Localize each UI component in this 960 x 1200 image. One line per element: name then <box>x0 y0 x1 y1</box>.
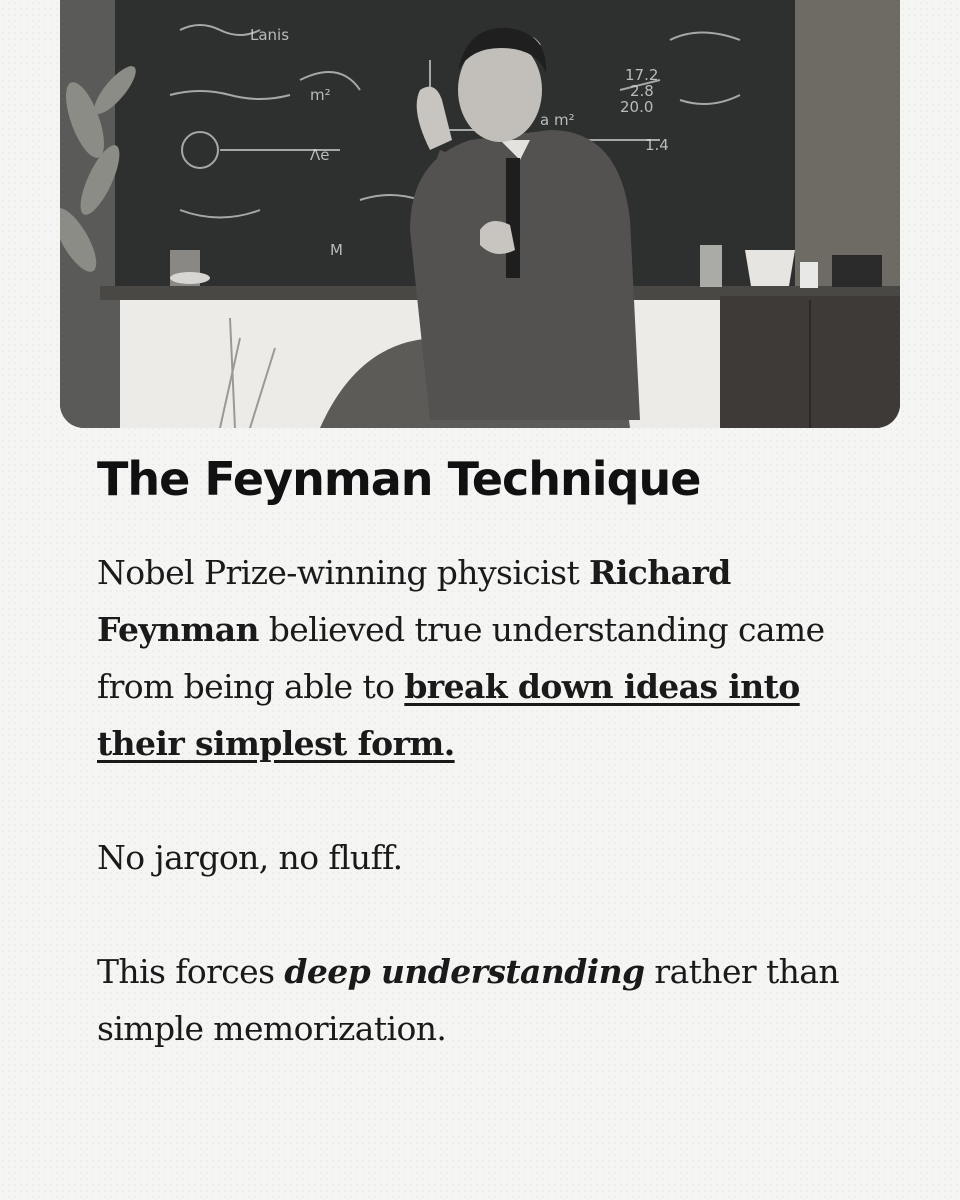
no-jargon-paragraph: No jargon, no fluff. <box>97 838 403 877</box>
chalk-note-6: Λe <box>310 146 330 164</box>
chalk-note-4: 20.0 <box>620 98 654 116</box>
intro-paragraph <box>97 544 887 772</box>
emphasis-text: deep understanding <box>284 952 645 991</box>
chalk-note-5: m² <box>310 86 331 104</box>
chalk-note-1: Lanis <box>250 26 290 44</box>
chalk-note-9: 1.4 <box>645 136 669 154</box>
conclusion-text-2: rather than simple memorization. <box>97 952 839 1048</box>
scientist-name: Richard Feynman <box>97 553 731 649</box>
chalk-note-7: a m² <box>540 111 575 129</box>
feynman-photo <box>60 0 900 428</box>
article-body <box>97 544 887 1057</box>
chalk-note-3: 2.8 <box>630 82 654 100</box>
page-title: The Feynman Technique <box>97 452 701 506</box>
intro-text-1: Nobel Prize-winning physicist <box>97 553 590 592</box>
chalk-note-2: 17.2 <box>625 66 659 84</box>
feynman-photo-illustration <box>60 0 900 428</box>
key-idea-highlight: break down ideas into their simplest form. <box>97 667 800 763</box>
chalk-note-8: M <box>330 241 343 259</box>
conclusion-paragraph <box>97 943 887 1057</box>
conclusion-text-1: This forces <box>97 952 285 991</box>
intro-text-2: believed true understanding came from being able to <box>97 610 825 706</box>
